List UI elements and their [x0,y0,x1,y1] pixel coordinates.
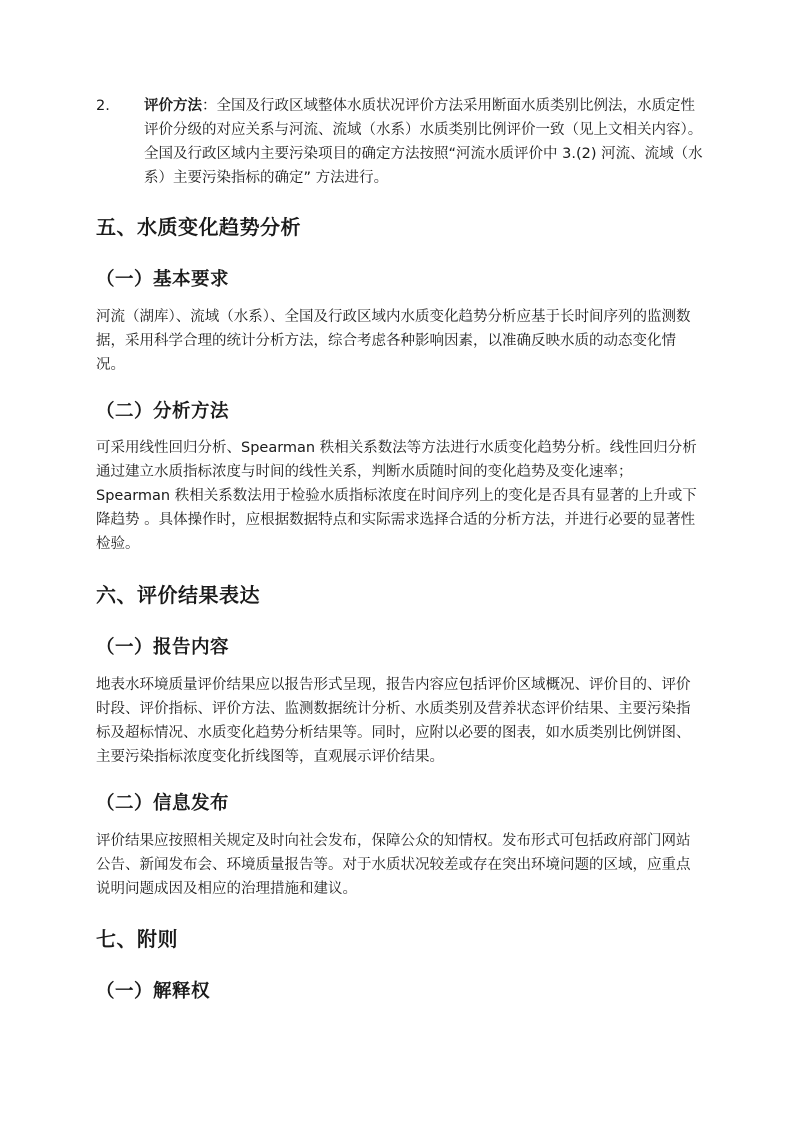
section-heading-5: 五、水质变化趋势分析 [96,215,301,239]
list-item-evaluation-method [96,94,706,190]
subsection-heading-analysis-methods: （二）分析方法 [96,401,230,422]
subsection-heading-information-release: （二）信息发布 [96,793,230,814]
list-item-text: 全国及行政区域整体水质状况评价方法采用断面水质类别比例法，水质定性评价分级的对应关系与河流、流域（水系）水质类别比例评价一致（见上文相关内容）。全国及行政区域内主要污染项目的确定方法按照“河流水质评价中 3.(2) 河流、流域（水系）主要污染指标的确定” 方法进行。 [144,98,703,186]
list-item-separator: ： [202,98,217,114]
list-number: 2. [96,98,110,114]
subsection-heading-interpretation: （一）解释权 [96,981,211,1002]
list-item-lead: 评价方法 [144,98,202,114]
subsection-heading-report-content: （一）报告内容 [96,637,230,658]
paragraph-information-release: 评价结果应按照相关规定及时向社会发布，保障公众的知情权。发布形式可包括政府部门网站公告、新闻发布会、环境质量报告等。对于水质状况较差或存在突出环境问题的区域，应重点说明问题成因及相应的治理措施和建议。 [96,833,691,897]
paragraph-report-content: 地表水环境质量评价结果应以报告形式呈现，报告内容应包括评价区域概况、评价目的、评价时段、评价指标、评价方法、监测数据统计分析、水质类别及营养状态评价结果、主要污染指标及超标情况、水质变化趋势分析结果等。同时，应附以必要的图表，如水质类别比例饼图、主要污染指标浓度变化折线图等，直观展示评价结果。 [96,677,691,765]
section-heading-6: 六、评价结果表达 [96,583,260,607]
paragraph-basic-requirements: 河流（湖库）、流域（水系）、全国及行政区域内水质变化趋势分析应基于长时间序列的监测数据，采用科学合理的统计分析方法，综合考虑各种影响因素，以准确反映水质的动态变化情况。 [96,309,691,373]
subsection-heading-basic-requirements: （一）基本要求 [96,269,230,290]
paragraph-analysis-methods: 可采用线性回归分析、Spearman 秩相关系数法等方法进行水质变化趋势分析。线性回归分析通过建立水质指标浓度与时间的线性关系，判断水质随时间的变化趋势及变化速率；Spearman 秩相关系数法用于检验水质指标浓度在时间序列上的变化是否具有显著的上升或下降趋势 。具体操作时，应根据数据特点和实际需求选择合适的分析方法，并进行必要的显著性检验。 [96,440,697,552]
list-item-body [144,94,706,190]
section-heading-7: 七、附则 [96,927,178,951]
